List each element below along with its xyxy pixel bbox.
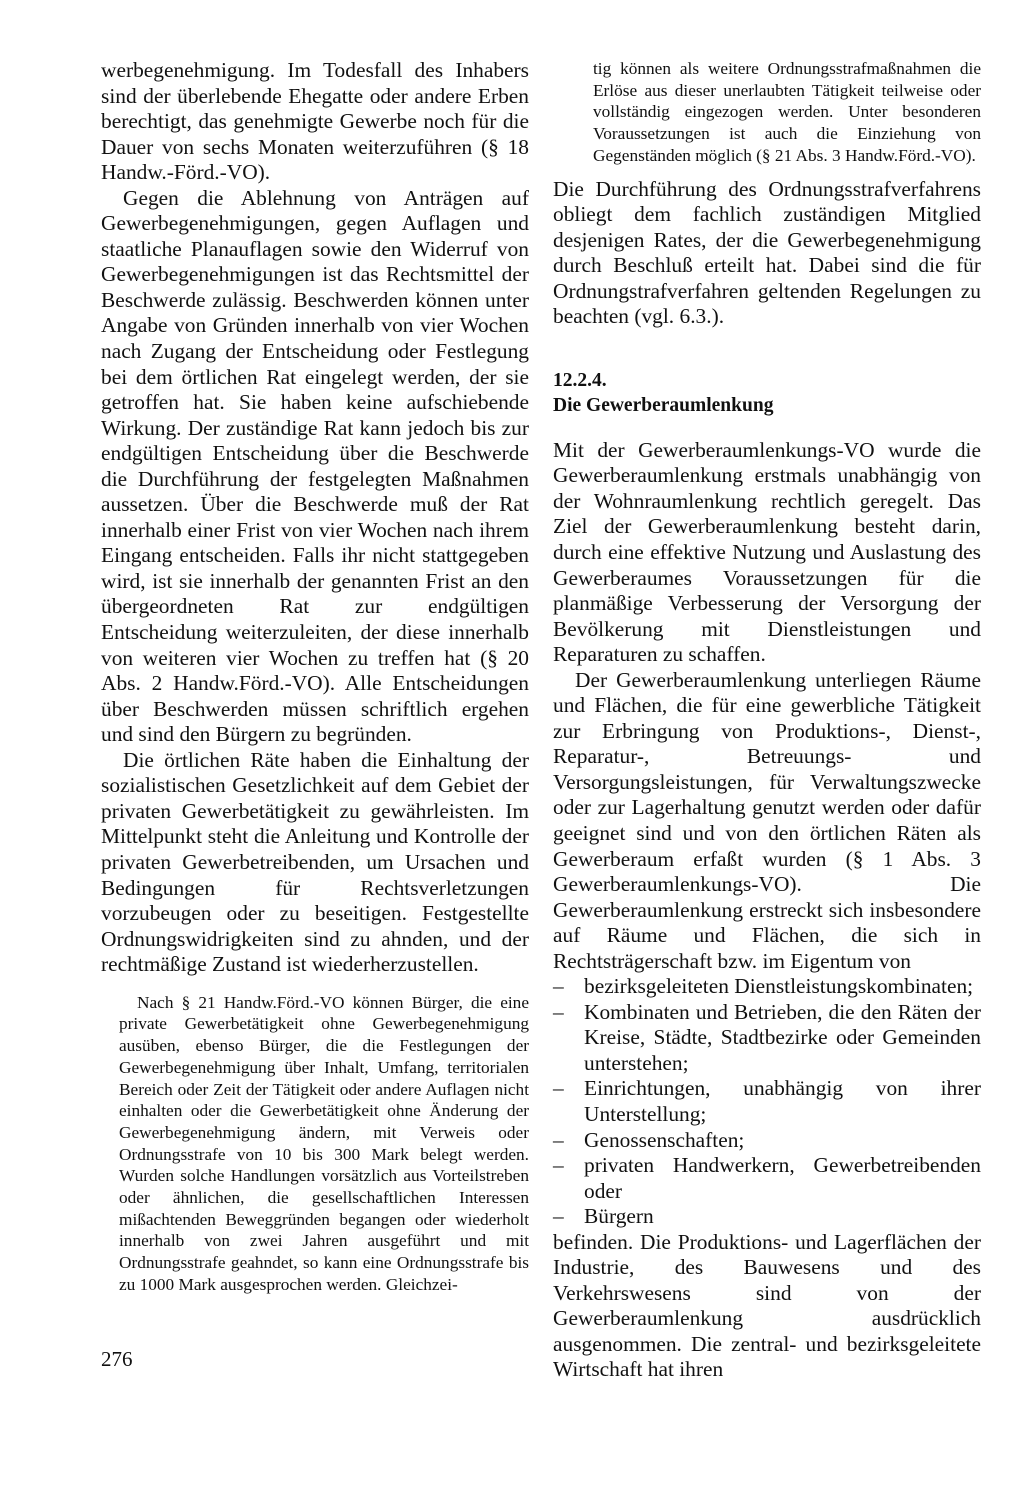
dash-marker: – (553, 974, 564, 999)
dash-marker: – (553, 1127, 564, 1152)
dash-marker: – (553, 1153, 564, 1178)
list-item (553, 1153, 981, 1204)
list-item-text: bezirksgeleiteten Dienstleistungskombinaten; (584, 974, 974, 999)
list-item-text: privaten Handwerkern, Gewerbetreibenden oder (584, 1153, 981, 1203)
right-small-print-block: tig können als weitere Ordnungsstrafmaßnahmen die Erlöse aus dieser unerlaubten Tätigkeit teilweise oder vollständig eingezogen werden. Unter besonderen Voraussetzungen ist auch die Einziehung von Gegenständen möglich (§ 21 Abs. 3 Handw.Förd.-VO). (593, 59, 981, 165)
right-paragraph-2: Mit der Gewerberaumlenkungs-VO wurde die Gewerberaumlenkung erstmals unabhängig von der Wohnraumlenkung rechtlich geregelt. Das Ziel der Gewerberaumlenkung besteht darin, durch eine effektive Nutzung und Auslastung des Gewerberaumes Voraussetzungen für die planmäßige Verbesserung der Versorgung der Bevölkerung mit Dienstleistungen und Reparaturen zu schaffen. (553, 437, 981, 667)
dash-marker: – (553, 1076, 564, 1101)
dash-marker: – (553, 1204, 564, 1229)
list-item (553, 1204, 981, 1230)
section-number: 12.2.4. (553, 369, 607, 391)
dash-marker: – (553, 999, 564, 1024)
list-item-text: Bürgern (584, 1204, 654, 1229)
left-small-print-block: Nach § 21 Handw.Förd.-VO können Bürger, die eine private Gewerbetätigkeit ohne Gewerbegenehmigung ausüben, ebenso Bürger, die die Festlegungen der Gewerbegenehmigung über Inhalt, Umfang, territorialen Bereich oder Zeit der Tätigkeit oder andere Auflagen nicht einhalten oder die Gewerbetätigkeit ohne Änderung der Gewerbegenehmigung ändern, mit Verweis oder Ordnungsstrafe von 10 bis 300 Mark belegt werden. Wurden solche Handlungen vorsätzlich aus Vorteilstreben oder ähnlichen, die gesellschaftlichen Interessen mißachtenden Beweggründen begangen oder wiederholt innerhalb von zwei Jahren ausgeführt und mit Ordnungsstrafe geahndet, so kann eine Ordnungsstrafe bis zu 1000 Mark ausgesprochen werden. Gleichzei- (119, 992, 529, 1294)
left-column (101, 58, 529, 1296)
list-item (553, 974, 981, 1000)
right-column (553, 58, 981, 1383)
ownership-list (553, 974, 981, 1229)
list-item (553, 1076, 981, 1127)
list-item (553, 1128, 981, 1154)
list-item-text: Genossenschaften; (584, 1127, 745, 1152)
section-title: Die Gewerberaumlenkung (553, 394, 774, 416)
right-paragraph-1: Die Durchführung des Ordnungsstrafverfahrens obliegt dem fachlich zuständigen Mitglied desjenigen Rates, der die Gewerbegenehmigung durch Beschluß erteilt hat. Dabei sind die für Ordnungstrafverfahren geltenden Regelungen zu beachten (vgl. 6.3.). (553, 176, 981, 329)
left-paragraph-2: Gegen die Ablehnung von Anträgen auf Gewerbegenehmigungen, gegen Auflagen und staatliche Planauflagen sowie den Widerruf von Gewerbegenehmigungen ist das Rechtsmittel der Beschwerde zulässig. Beschwerden können unter Angabe von Gründen innerhalb von vier Wochen nach Zugang der Entscheidung oder Festlegung bei dem örtlichen Rat eingelegt werden, der sie getroffen hat. Sie haben keine aufschiebende Wirkung. Der zuständige Rat kann jedoch bis zur endgültigen Entscheidung über die Beschwerde die Durchführung der festgelegten Maßnahmen aussetzen. Über die Beschwerde muß der Rat innerhalb einer Frist von vier Wochen nach ihrem Eingang entscheiden. Falls ihr nicht stattgegeben wird, ist sie innerhalb der genannten Frist an den übergeordneten Rat zur endgültigen Entscheidung weiterzuleiten, der diese innerhalb von weiteren vier Wochen zu treffen hat (§ 20 Abs. 2 Handw.Förd.-VO). Alle Entscheidungen über Beschwerden müssen schriftlich ergehen und sind den Bürgern zu begründen. (101, 185, 529, 747)
list-item-text: Einrichtungen, unabhängig von ihrer Unterstellung; (584, 1076, 981, 1127)
left-paragraph-3: Die örtlichen Räte haben die Einhaltung der sozialistischen Gesetzlichkeit auf dem Gebiet der privaten Gewerbetätigkeit zu gewährleisten. Im Mittelpunkt steht die Anleitung und Kontrolle der privaten Gewerbetreibenden, um Ursachen und Bedingungen für Rechtsverletzungen vorzubeugen oder zu beseitigen. Festgestellte Ordnungswidrigkeiten sind zu ahnden, und der rechtmäßige Zustand ist wiederherzustellen. (101, 747, 529, 977)
list-item-text: Kombinaten und Betrieben, die den Räten der Kreise, Städte, Stadtbezirke oder Gemeinden unterstehen; (584, 999, 981, 1075)
page-number: 276 (101, 1347, 133, 1371)
right-paragraph-4: befinden. Die Produktions- und Lagerflächen der Industrie, des Bauwesens und des Verkehrswesens sind von der Gewerberaumlenkung ausdrücklich ausgenommen. Die zentral- und bezirksgeleitete Wirtschaft hat ihren (553, 1229, 981, 1382)
list-item (553, 1000, 981, 1077)
right-paragraph-3: Der Gewerberaumlenkung unterliegen Räume und Flächen, die für eine gewerbliche Tätigkeit zur Erbringung von Produktions-, Dienst-, Reparatur-, Betreuungs- und Versorgungsleistungen, für Verwaltungszwecke oder zur Lagerhaltung genutzt werden oder dafür geeignet sind und von den örtlichen Räten als Gewerberaum erfaßt wurden (§ 1 Abs. 3 Gewerberaumlenkungs-VO). Die Gewerberaumlenkung erstreckt sich insbesondere auf Räume und Flächen, die sich in Rechtsträgerschaft bzw. im Eigentum von (553, 667, 981, 973)
section-heading (553, 368, 981, 418)
left-paragraph-1: werbegenehmigung. Im Todesfall des Inhabers sind der überlebende Ehegatte oder andere Erben berechtigt, das genehmigte Gewerbe noch für die Dauer von sechs Monaten weiterzuführen (§ 18 Handw.-Förd.-VO). (101, 58, 529, 185)
